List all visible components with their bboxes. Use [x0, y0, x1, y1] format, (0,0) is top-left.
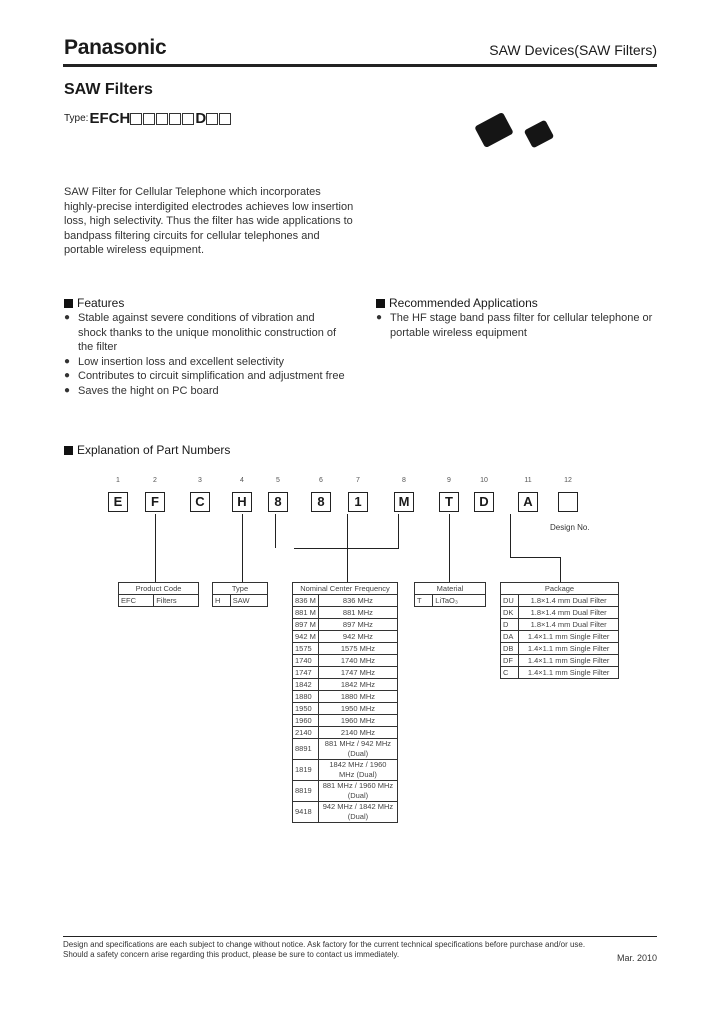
- connector-line: [275, 514, 276, 548]
- position-number: 12: [564, 477, 572, 484]
- product-photo-large: [474, 112, 514, 148]
- table-cell: 8819: [293, 781, 319, 802]
- table-cell: 942 MHz: [318, 631, 397, 643]
- table-cell: 1.8×1.4 mm Dual Filter: [519, 595, 619, 607]
- table-cell: LiTaO₃: [433, 595, 486, 607]
- part-numbers-heading: [64, 443, 230, 457]
- footer-date: Mar. 2010: [616, 953, 657, 963]
- part-char-box: 8: [268, 492, 288, 512]
- part-char-box: M: [394, 492, 414, 512]
- table-cell: 881 MHz: [318, 607, 397, 619]
- table-cell: DA: [501, 631, 519, 643]
- table-header: Nominal Center Frequency: [293, 583, 398, 595]
- part-numbers-heading-text: Explanation of Part Numbers: [77, 443, 231, 457]
- frequency-table: [292, 582, 398, 823]
- part-char-box: [558, 492, 578, 512]
- table-cell: 897 MHz: [318, 619, 397, 631]
- table-cell: 1950 MHz: [318, 703, 397, 715]
- table-cell: 897 M: [293, 619, 319, 631]
- part-char-box: A: [518, 492, 538, 512]
- table-cell: 1740: [293, 655, 319, 667]
- page-title: SAW Filters: [64, 81, 153, 98]
- table-cell: 942 M: [293, 631, 319, 643]
- table-cell: 881 M: [293, 607, 319, 619]
- square-bullet-icon: [376, 299, 385, 308]
- table-cell: 8891: [293, 739, 319, 760]
- table-cell: 1842: [293, 679, 319, 691]
- table-cell: 1.4×1.1 mm Single Filter: [519, 643, 619, 655]
- table-cell: 1.8×1.4 mm Dual Filter: [519, 619, 619, 631]
- table-cell: 1740 MHz: [318, 655, 397, 667]
- table-header: Material: [415, 583, 486, 595]
- table-cell: 1.4×1.1 mm Single Filter: [519, 655, 619, 667]
- application-item: ● The HF stage band pass filter for cellular telephone or portable wireless equipment: [376, 311, 660, 340]
- features-heading: [64, 296, 346, 310]
- table-header: Product Code: [119, 583, 199, 595]
- footer-notice: [63, 940, 585, 960]
- table-cell: 1575 MHz: [318, 643, 397, 655]
- table-cell: 1880: [293, 691, 319, 703]
- package-table: [500, 582, 619, 679]
- square-bullet-icon: [64, 446, 73, 455]
- table-cell: 1842 MHz / 1960 MHz (Dual): [318, 760, 397, 781]
- position-number: 5: [276, 477, 280, 484]
- header-category: SAW Devices(SAW Filters): [489, 42, 657, 58]
- table-cell: 1747 MHz: [318, 667, 397, 679]
- table-cell: 9418: [293, 802, 319, 823]
- table-cell: C: [501, 667, 519, 679]
- material-table: [414, 582, 486, 607]
- product-code-table: [118, 582, 199, 607]
- applications-heading-text: Recommended Applications: [389, 296, 538, 310]
- table-cell: 1960 MHz: [318, 715, 397, 727]
- connector-line: [242, 514, 243, 582]
- type-code-blank: [143, 113, 155, 125]
- position-number: 1: [116, 477, 120, 484]
- table-cell: 1842 MHz: [318, 679, 397, 691]
- position-number: 4: [240, 477, 244, 484]
- part-char-box: E: [108, 492, 128, 512]
- feature-item: ● Saves the hight on PC board: [64, 384, 346, 399]
- table-cell: 1747: [293, 667, 319, 679]
- table-cell: Filters: [154, 595, 199, 607]
- table-cell: 836 MHz: [318, 595, 397, 607]
- footer-line: Design and specifications are each subject to change without notice. Ask factory for the current technical specifications before purchase and/or use.: [63, 940, 586, 949]
- table-cell: 1.8×1.4 mm Dual Filter: [519, 607, 619, 619]
- table-cell: DF: [501, 655, 519, 667]
- part-char-box: F: [145, 492, 165, 512]
- table-cell: EFC: [119, 595, 154, 607]
- table-cell: 881 MHz / 1960 MHz (Dual): [318, 781, 397, 802]
- type-code-mid: D: [195, 110, 207, 127]
- feature-item: ● Low insertion loss and excellent selectivity: [64, 355, 346, 370]
- type-prefix: Type:: [64, 113, 89, 124]
- table-cell: DB: [501, 643, 519, 655]
- type-table: [212, 582, 268, 607]
- design-no-label: Design No.: [550, 523, 590, 532]
- table-cell: T: [415, 595, 433, 607]
- table-cell: 1.4×1.1 mm Single Filter: [519, 667, 619, 679]
- connector-line: [398, 514, 399, 548]
- connector-line: [510, 514, 511, 557]
- type-code-blank: [206, 113, 218, 125]
- brand-logo: Panasonic: [64, 36, 167, 59]
- table-cell: 881 MHz / 942 MHz (Dual): [318, 739, 397, 760]
- table-cell: D: [501, 619, 519, 631]
- features-heading-text: Features: [77, 296, 125, 310]
- position-number: 8: [402, 477, 406, 484]
- table-cell: DK: [501, 607, 519, 619]
- table-header: Package: [501, 583, 619, 595]
- footer-rule: [63, 936, 657, 937]
- table-cell: 1960: [293, 715, 319, 727]
- type-code-start: EFCH: [89, 110, 131, 127]
- table-cell: 1819: [293, 760, 319, 781]
- table-cell: DU: [501, 595, 519, 607]
- position-number: 10: [480, 477, 488, 484]
- table-cell: 2140: [293, 727, 319, 739]
- table-header: Type: [213, 583, 268, 595]
- table-cell: SAW: [230, 595, 267, 607]
- type-code-blank: [169, 113, 181, 125]
- part-char-box: 8: [311, 492, 331, 512]
- feature-item: ● Contributes to circuit simplification and adjustment free: [64, 369, 346, 384]
- connector-line: [347, 514, 348, 582]
- table-cell: 2140 MHz: [318, 727, 397, 739]
- type-code-blank: [219, 113, 231, 125]
- part-char-box: C: [190, 492, 210, 512]
- table-cell: 1880 MHz: [318, 691, 397, 703]
- table-cell: 836 M: [293, 595, 319, 607]
- position-number: 3: [198, 477, 202, 484]
- part-char-box: T: [439, 492, 459, 512]
- connector-line: [510, 557, 560, 558]
- table-cell: 1950: [293, 703, 319, 715]
- applications-heading: [376, 296, 660, 310]
- header-rule: [63, 64, 657, 67]
- type-code-blank: [156, 113, 168, 125]
- table-cell: 942 MHz / 1842 MHz (Dual): [318, 802, 397, 823]
- part-char-box: D: [474, 492, 494, 512]
- description: SAW Filter for Cellular Telephone which incorporates highly-precise interdigited electrodes achieves low insertion loss, high selectivity. Thus the filter has wide applications to bandpass filtering circuits for cellular telephones and portable wireless equipment.: [64, 186, 354, 257]
- position-number: 11: [524, 477, 532, 484]
- feature-item: ● Stable against severe conditions of vibration and shock thanks to the unique monolithic construction of the filter: [64, 311, 346, 355]
- connector-line: [155, 514, 156, 582]
- table-cell: H: [213, 595, 231, 607]
- connector-line: [449, 514, 450, 582]
- position-number: 7: [356, 477, 360, 484]
- footer-line: Should a safety concern arise regarding this product, please be sure to contact us immediately.: [63, 950, 400, 959]
- type-code-blank: [130, 113, 142, 125]
- type-code-blank: [182, 113, 194, 125]
- table-cell: 1.4×1.1 mm Single Filter: [519, 631, 619, 643]
- table-cell: 1575: [293, 643, 319, 655]
- connector-line: [560, 557, 561, 582]
- part-char-box: H: [232, 492, 252, 512]
- features-section: [64, 296, 346, 399]
- position-number: 9: [447, 477, 451, 484]
- position-number: 6: [319, 477, 323, 484]
- type-line: [64, 110, 232, 127]
- position-number: 2: [153, 477, 157, 484]
- part-char-box: 1: [348, 492, 368, 512]
- product-photo-small: [524, 120, 555, 149]
- applications-section: [376, 296, 660, 340]
- square-bullet-icon: [64, 299, 73, 308]
